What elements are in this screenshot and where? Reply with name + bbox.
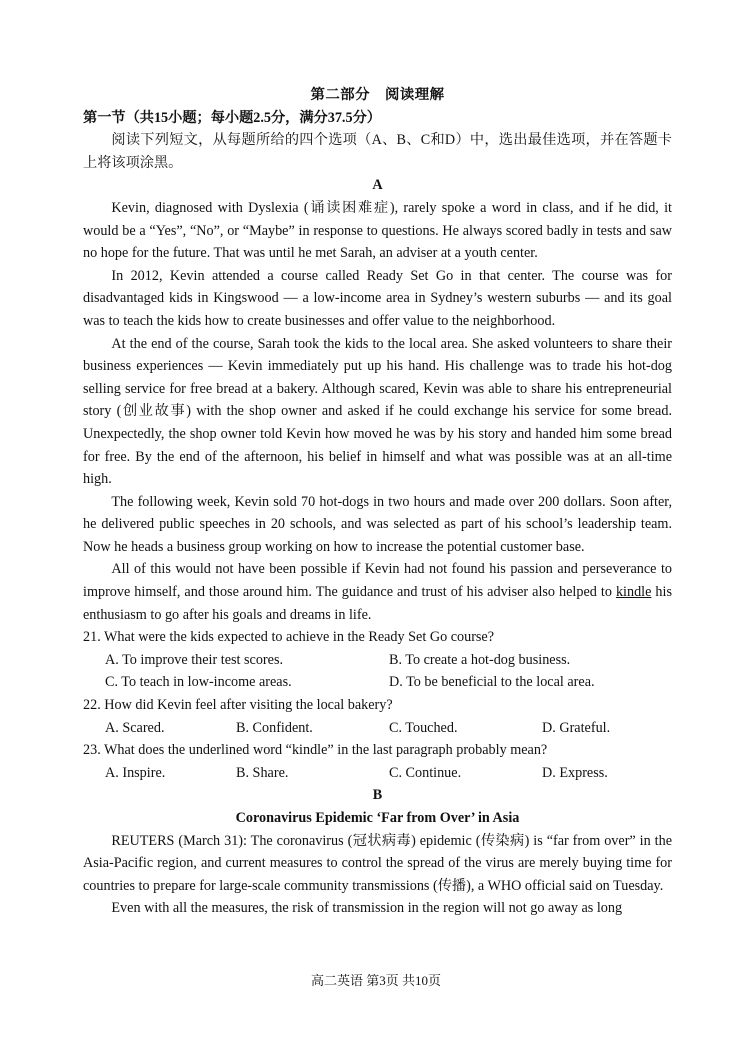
option-d: D. Express. [542,764,608,781]
exam-page [83,84,672,920]
option-d: D. To be beneficial to the local area. [389,674,595,691]
passage-a-paragraph-4: The following week, Kevin sold 70 hot-dogs in two hours and made over 200 dollars. Soon after, he delivered public speeches in 20 schools, and was selected as part of his school’s leadership team. Now he heads a business group working on how to increase the potential customer base. [83,493,672,555]
option-b: B. Confident. [236,719,313,736]
question-21-options [83,649,672,694]
underlined-word: kindle [615,584,652,601]
part-title: 第二部分 阅读理解 [310,87,445,103]
passage-b-title: Coronavirus Epidemic ‘Far from Over’ in Asia [235,810,520,826]
option-a: A. Inspire. [105,764,166,781]
paragraph-5-text-before: All of this would not have been possible if Kevin had not found his passion and perseverance to improve himself, and those around him. The guidance and trust of his adviser also helped to [83,561,672,601]
passage-a-paragraph-2: In 2012, Kevin attended a course called Ready Set Go in that center. The course was for disadvantaged kids in Kingswood — a low-income area in Sydney’s western suburbs — and its goal was to teach the kids how to create businesses and offer value to the neighborhood. [83,267,672,329]
passage-b-paragraph-2: Even with all the measures, the risk of transmission in the region will not go away as long [111,900,623,917]
option-c: C. Touched. [389,719,458,736]
paragraph-5-text-after: his enthusiasm to go after his goals and dreams in life. [83,584,672,623]
page-footer: 高二英语 第3页 共10页 [310,973,441,988]
passage-a-paragraph-3: At the end of the course, Sarah took the kids to the local area. She asked volunteers to share their business experiences — Kevin immediately put up his hand. His challenge was to trade his hot-dog selling service for free bread at a bakery. Although scared, Kevin was able to share his entrepreneurial story (创业故事) with the shop owner and asked if he could exchange his service for some bread. Unexpectedly, the shop owner told Kevin how moved he was by his story and handed him some bread for free. By the end of the afternoon, his belief in himself and what was possible was at an all-time high. [83,335,672,488]
question-23: 23. What does the underlined word “kindle” in the last paragraph probably mean? [83,742,548,759]
option-a: A. To improve their test scores. [105,651,284,668]
passage-a-paragraph-1: Kevin, diagnosed with Dyslexia (诵读困难症), rarely spoke a word in class, and if he did, it would be a “Yes”, “No”, or “Maybe” in response to questions. He always scored badly in tests and saw no hope for the future. That was until he met Sarah, an adviser at a youth center. [83,199,672,262]
passage-b-label: B [372,787,383,804]
question-22-options [83,717,672,740]
option-c: C. To teach in low-income areas. [105,674,292,691]
section-title: 第一节（共15小题；每小题2.5分，满分37.5分） [83,109,381,126]
option-d: D. Grateful. [542,719,611,736]
question-22: 22. How did Kevin feel after visiting the local bakery? [83,697,393,714]
option-a: A. Scared. [105,719,165,736]
passage-a-paragraph-5 [83,558,672,626]
instructions: 阅读下列短文，从每题所给的四个选项（A、B、C和D）中，选出最佳选项，并在答题卡上将该项涂黑。 [83,132,672,171]
option-c: C. Continue. [389,764,462,781]
option-b: B. To create a hot-dog business. [389,651,571,668]
question-23-options [83,762,672,785]
option-b: B. Share. [236,764,289,781]
passage-b-paragraph-1: REUTERS (March 31): The coronavirus (冠状病毒) epidemic (传染病) is “far from over” in the Asia-Pacific region, and current measures to control the spread of the virus are merely buying time for countries to prepare for large-scale community transmissions (传播), a WHO official said on Tuesday. [83,832,672,894]
passage-a-label: A [372,177,383,194]
question-21: 21. What were the kids expected to achieve in the Ready Set Go course? [83,629,495,646]
